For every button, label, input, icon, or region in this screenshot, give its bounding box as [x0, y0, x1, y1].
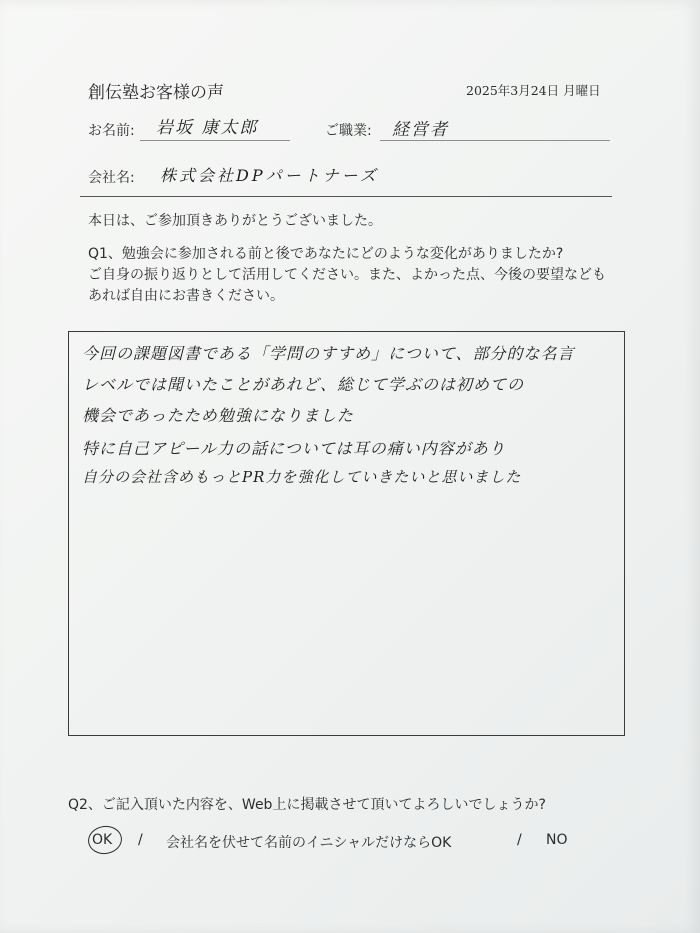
job-value: 経営者: [392, 120, 449, 140]
option-ok: OK: [92, 832, 113, 848]
option-initials: 会社名を伏せて名前のイニシャルだけならOK: [166, 835, 452, 851]
company-underline: [80, 196, 612, 197]
answer-line: 自分の会社含めもっとPR力を強化していきたいと思いました: [82, 468, 522, 486]
form-date: 2025年3月24日 月曜日: [466, 83, 601, 98]
answer-line: 今回の課題図書である「学問のすすめ」について、部分的な名言: [82, 344, 575, 363]
thanks-message: 本日は、ご参加頂きありがとうございました。: [88, 213, 382, 229]
job-label: ご職業:: [325, 123, 372, 139]
company-label: 会社名:: [88, 170, 135, 186]
form-title: 創伝塾お客様の声: [88, 83, 224, 103]
question-1: [88, 244, 648, 307]
name-value: 岩坂 康太郎: [156, 118, 259, 138]
question-1-line: あれば自由にお書きください。: [88, 288, 284, 304]
question-1-line: ご自身の振り返りとして活用してください。また、よかった点、今後の要望なども: [88, 267, 606, 283]
name-underline: [140, 140, 290, 141]
option-separator: /: [517, 832, 522, 848]
job-underline: [380, 140, 610, 141]
answer-line: 特に自己アピール力の話については耳の痛い内容があり: [82, 439, 506, 458]
answer-line: 機会であったため勉強になりました: [82, 406, 354, 425]
company-value: 株式会社DPパートナーズ: [160, 166, 379, 185]
name-label: お名前:: [88, 123, 135, 139]
answer-line: レベルでは聞いたことがあれど、総じて学ぶのは初めての: [82, 375, 525, 394]
option-separator: /: [138, 832, 143, 848]
question-1-line: Q1、勉強会に参加される前と後であなたにどのような変化がありましたか?: [88, 246, 564, 262]
option-no: NO: [546, 832, 568, 848]
question-2: Q2、ご記入頂いた内容を、Web上に掲載させて頂いてよろしいでしょうか?: [68, 797, 546, 813]
